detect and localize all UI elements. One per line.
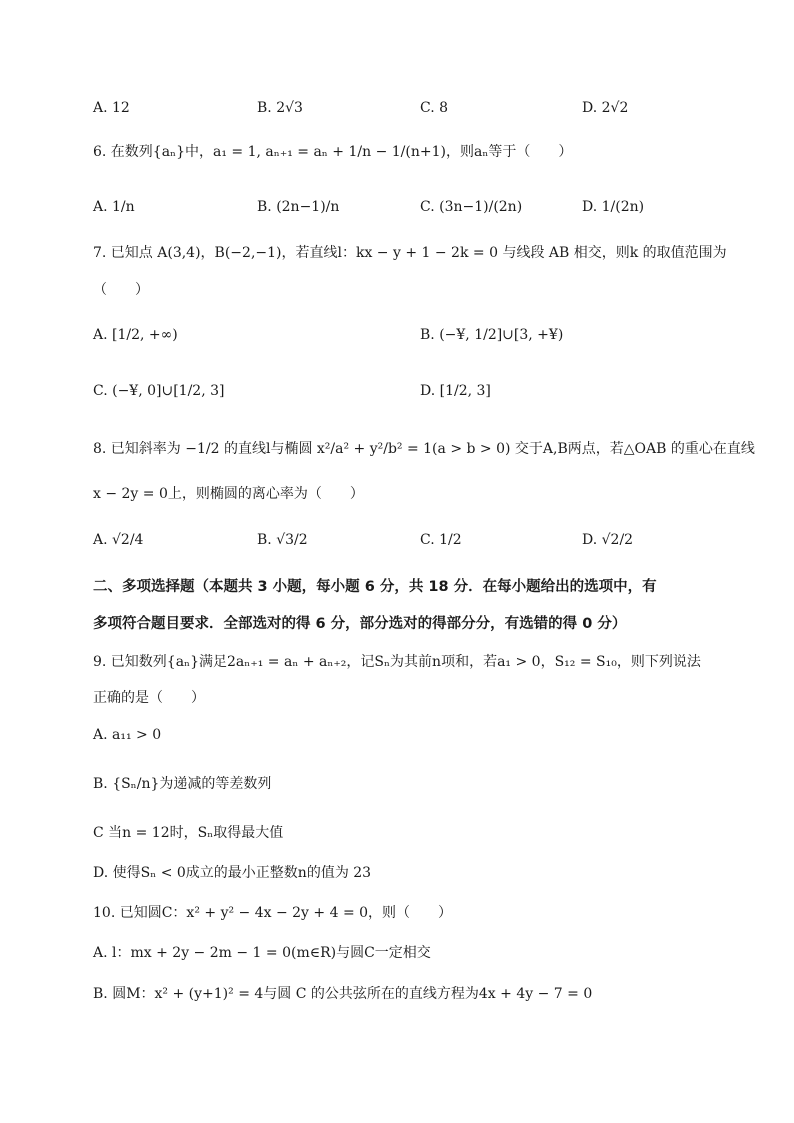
q7-stem: 7. 已知点 A(3,4)，B(−2,−1)，若直线l：kx − y + 1 − 2k = 0 与线段 AB 相交，则k 的取值范围为 — [93, 245, 727, 261]
section2-heading-line2: 多项符合题目要求．全部选对的得 6 分，部分选对的得部分分，有选错的得 0 分） — [93, 616, 627, 632]
q5-option-b: B. 2√3 — [257, 100, 303, 116]
section2-heading-line1: 二、多项选择题（本题共 3 小题，每小题 6 分，共 18 分．在每小题给出的选项中，有 — [93, 579, 657, 595]
q8-stem-line1: 8. 已知斜率为 −1/2 的直线l与椭圆 x²/a² + y²/b² = 1(a > b > 0) 交于A,B两点，若△OAB 的重心在直线 — [93, 441, 755, 457]
q9-option-a: A. a₁₁ > 0 — [93, 727, 162, 743]
q6-option-a: A. 1/n — [93, 199, 135, 215]
q8-option-b: B. √3/2 — [257, 532, 308, 548]
q9-option-d: D. 使得Sₙ < 0成立的最小正整数n的值为 23 — [93, 865, 372, 881]
q7-option-c: C. (−¥, 0]∪[1/2, 3] — [93, 383, 225, 399]
q6-stem: 6. 在数列{aₙ}中，a₁ = 1, aₙ₊₁ = aₙ + 1/n − 1/(n+1)，则aₙ等于（ ） — [93, 144, 573, 160]
q10-stem: 10. 已知圆C：x² + y² − 4x − 2y + 4 = 0，则（ ） — [93, 905, 453, 921]
q8-stem-line2: x − 2y = 0上，则椭圆的离心率为（ ） — [93, 486, 364, 502]
q7-paren: （ ） — [93, 282, 149, 298]
q8-option-a: A. √2/4 — [93, 532, 144, 548]
q5-option-a: A. 12 — [93, 100, 130, 116]
q7-option-b: B. (−¥, 1/2]∪[3, +¥) — [420, 327, 564, 343]
q6-option-c: C. (3n−1)/(2n) — [420, 199, 523, 215]
q8-option-c: C. 1/2 — [420, 532, 462, 548]
q9-stem-line2: 正确的是（ ） — [93, 690, 205, 706]
q8-option-d: D. √2/2 — [582, 532, 634, 548]
q9-stem-line1: 9. 已知数列{aₙ}满足2aₙ₊₁ = aₙ + aₙ₊₂，记Sₙ为其前n项和，若a₁ > 0，S₁₂ = S₁₀，则下列说法 — [93, 654, 701, 670]
q7-option-d: D. [1/2, 3] — [420, 383, 491, 399]
q9-option-c: C 当n = 12时，Sₙ取得最大值 — [93, 825, 284, 841]
q10-option-a: A. l：mx + 2y − 2m − 1 = 0(m∈R)与圆C一定相交 — [93, 945, 431, 961]
q10-option-b: B. 圆M：x² + (y+1)² = 4与圆 C 的公共弦所在的直线方程为4x + 4y − 7 = 0 — [93, 986, 593, 1002]
q7-option-a: A. [1/2, +∞) — [93, 327, 178, 343]
q9-option-b: B. {Sₙ/n}为递减的等差数列 — [93, 776, 272, 792]
q5-option-c: C. 8 — [420, 100, 449, 116]
q5-option-d: D. 2√2 — [582, 100, 629, 116]
q6-option-b: B. (2n−1)/n — [257, 199, 340, 215]
q6-option-d: D. 1/(2n) — [582, 199, 645, 215]
